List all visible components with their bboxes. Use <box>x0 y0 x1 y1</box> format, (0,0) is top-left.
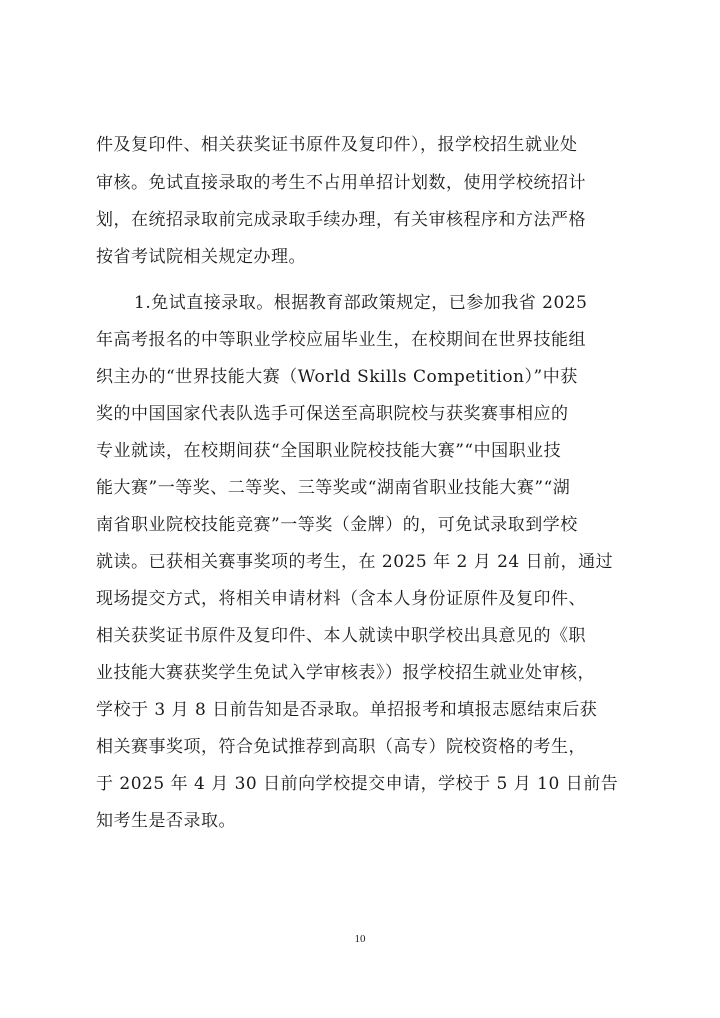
text-line-19: 知考生是否录取。 <box>96 811 236 831</box>
page-number: 10 <box>354 933 366 945</box>
text-line-17: 相关赛事奖项，符合免试推荐到高职（高专）院校资格的考生， <box>96 737 586 757</box>
text-line-13: 现场提交方式，将相关申请材料（含本人身份证原件及复印件、 <box>96 589 586 609</box>
text-line-16: 学校于 3 月 8 日前告知是否录取。单招报考和填报志愿结束后获 <box>96 700 598 720</box>
text-line-4: 按省考试院相关规定办理。 <box>96 247 306 267</box>
text-line-10: 能大赛”一等奖、二等奖、三等奖或“湖南省职业技能大赛”“湖 <box>96 478 571 498</box>
text-line-5: 1.免试直接录取。根据教育部政策规定，已参加我省 2025 <box>134 293 588 313</box>
text-line-7: 织主办的“世界技能大赛（World Skills Competition）”中获 <box>96 367 578 387</box>
text-line-14: 相关获奖证书原件及复印件、本人就读中职学校出具意见的《职 <box>96 626 586 646</box>
text-line-9: 专业就读，在校期间获“全国职业院校技能大赛”“中国职业技 <box>96 441 562 461</box>
text-line-12: 就读。已获相关赛事奖项的考生，在 2025 年 2 月 24 日前，通过 <box>96 552 614 572</box>
text-line-1: 件及复印件、相关获奖证书原件及复印件），报学校招生就业处 <box>96 135 578 155</box>
text-line-6: 年高考报名的中等职业学校应届毕业生，在校期间在世界技能组 <box>96 330 586 350</box>
text-line-3: 划，在统招录取前完成录取手续办理，有关审核程序和方法严格 <box>96 210 586 230</box>
text-line-2: 审核。免试直接录取的考生不占用单招计划数，使用学校统招计 <box>96 173 586 193</box>
text-line-8: 奖的中国国家代表队选手可保送至高职院校与获奖赛事相应的 <box>96 404 569 424</box>
text-line-15: 业技能大赛获奖学生免试入学审核表》）报学校招生就业处审核， <box>96 663 595 683</box>
text-line-18: 于 2025 年 4 月 30 日前向学校提交申请，学校于 5 月 10 日前告 <box>96 774 619 794</box>
text-line-11: 南省职业院校技能竞赛”一等奖（金牌）的，可免试录取到学校 <box>96 515 578 535</box>
